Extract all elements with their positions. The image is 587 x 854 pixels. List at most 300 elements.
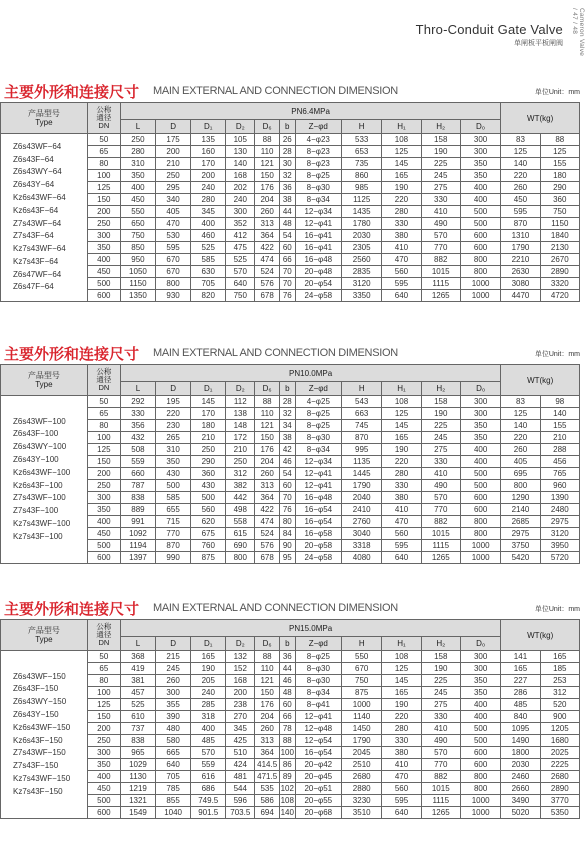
table-cell: 889 <box>120 504 155 516</box>
table-cell: 60 <box>280 242 296 254</box>
table-row <box>1 687 580 699</box>
table-cell: 1445 <box>342 468 382 480</box>
table-cell: 300 <box>460 663 500 675</box>
table-cell: 70 <box>280 492 296 504</box>
table-cell: 735 <box>342 158 382 170</box>
table-cell: 570 <box>421 230 460 242</box>
table-cell: 125 <box>382 663 421 675</box>
header-D6: D₆ <box>255 637 280 651</box>
table-cell: 295 <box>156 182 191 194</box>
table-cell: 770 <box>421 759 460 771</box>
table-cell: 1397 <box>120 552 155 564</box>
header-H1: H₁ <box>382 637 421 651</box>
type-item: Z7s43WF−64 <box>13 218 62 228</box>
type-item: Z6s43Y−150 <box>13 709 59 719</box>
table-cell: 620 <box>191 516 226 528</box>
table-cell: 787 <box>120 480 155 492</box>
table-cell: 260 <box>255 468 280 480</box>
table-cell: 210 <box>191 432 226 444</box>
table-cell: 600 <box>87 552 120 564</box>
type-item: Kz6s43F−100 <box>13 480 63 490</box>
table-cell: 1205 <box>540 723 579 735</box>
table-cell: 2130 <box>540 242 579 254</box>
table-row <box>1 134 580 146</box>
table-cell: 690 <box>226 540 255 552</box>
table-cell: 400 <box>460 194 500 206</box>
header-dn-line3: DN <box>98 638 110 647</box>
table-cell: 490 <box>421 480 460 492</box>
table-cell: 202 <box>226 182 255 194</box>
table-cell: 640 <box>382 552 421 564</box>
table-cell: 1435 <box>342 206 382 218</box>
table-cell: 32 <box>280 408 296 420</box>
table-cell: 1790 <box>342 735 382 747</box>
table-cell: 250 <box>191 444 226 456</box>
table-cell: 524 <box>255 266 280 278</box>
table-cell: 870 <box>156 540 191 552</box>
table-cell: 190 <box>421 146 460 158</box>
table-cell: 4080 <box>342 552 382 564</box>
table-cell: 3770 <box>540 795 579 807</box>
table-cell: 500 <box>156 480 191 492</box>
table-row <box>1 396 580 408</box>
table-cell: 5420 <box>501 552 540 564</box>
table-cell: 300 <box>87 230 120 242</box>
table-cell: 1840 <box>540 230 579 242</box>
table-cell: 2680 <box>342 771 382 783</box>
table-cell: 112 <box>226 396 255 408</box>
table-row <box>1 540 580 552</box>
table-cell: 80 <box>280 516 296 528</box>
table-cell: 130 <box>226 146 255 158</box>
table-cell: 76 <box>280 504 296 516</box>
table-cell: 715 <box>156 516 191 528</box>
table-cell: 350 <box>120 170 155 182</box>
table-cell: 165 <box>382 687 421 699</box>
table-cell: 225 <box>421 158 460 170</box>
table-cell: 34 <box>280 420 296 432</box>
header-D2: D₂ <box>226 637 255 651</box>
header-b: b <box>280 382 296 396</box>
table-cell: 312 <box>540 687 579 699</box>
table-cell: 280 <box>382 723 421 735</box>
table-row <box>1 711 580 723</box>
table-cell: 245 <box>421 432 460 444</box>
table-cell: 1350 <box>120 290 155 302</box>
table-cell: 2660 <box>501 783 540 795</box>
table-cell: 90 <box>280 540 296 552</box>
header-H2: H₂ <box>421 382 460 396</box>
type-item: Z6s47F−64 <box>13 282 54 292</box>
type-item: Kz6s43F−64 <box>13 205 59 215</box>
table-cell: 140 <box>226 158 255 170</box>
table-cell: 670 <box>156 266 191 278</box>
table-cell: 150 <box>255 432 280 444</box>
table-cell: 364 <box>255 492 280 504</box>
table-cell: 36 <box>280 182 296 194</box>
table-cell: 1321 <box>120 795 155 807</box>
table-cell: 380 <box>382 230 421 242</box>
table-cell: 870 <box>501 218 540 230</box>
table-cell: 2880 <box>342 783 382 795</box>
table-cell: 280 <box>382 468 421 480</box>
table-cell: 95 <box>280 552 296 564</box>
table-cell: 170 <box>191 158 226 170</box>
table-cell: 855 <box>156 795 191 807</box>
table-row <box>1 492 580 504</box>
table-cell: 200 <box>191 170 226 182</box>
table-cell: 1150 <box>540 218 579 230</box>
table-cell: 900 <box>540 711 579 723</box>
table-cell: 600 <box>460 242 500 254</box>
table-cell: 585 <box>191 254 226 266</box>
table-cell: 1000 <box>460 290 500 302</box>
table-cell: 330 <box>120 408 155 420</box>
table-cell: 770 <box>156 528 191 540</box>
table-cell: 412 <box>226 230 255 242</box>
table-cell: 640 <box>382 290 421 302</box>
type-item: Z6s43F−100 <box>13 429 59 439</box>
table-cell: 2480 <box>540 504 579 516</box>
table-cell: 350 <box>460 420 500 432</box>
table-cell: 870 <box>342 432 382 444</box>
table-cell: 800 <box>501 480 540 492</box>
table-cell: 595 <box>382 795 421 807</box>
table-cell: 288 <box>540 444 579 456</box>
table-cell: 525 <box>120 699 155 711</box>
dimension-table <box>0 102 580 302</box>
table-cell: 12−φ48 <box>295 723 342 735</box>
table-cell: 432 <box>120 432 155 444</box>
table-cell: 3120 <box>342 278 382 290</box>
table-cell: 1015 <box>421 266 460 278</box>
table-cell: 280 <box>382 206 421 218</box>
table-cell: 678 <box>255 552 280 564</box>
table-cell: 670 <box>342 663 382 675</box>
table-cell: 170 <box>191 408 226 420</box>
table-cell: 1000 <box>460 552 500 564</box>
table-cell: 424 <box>226 759 255 771</box>
table-cell: 400 <box>87 771 120 783</box>
table-cell: 350 <box>87 759 120 771</box>
table-cell: 1135 <box>342 456 382 468</box>
table-cell: 595 <box>501 206 540 218</box>
table-cell: 1050 <box>120 266 155 278</box>
table-cell: 54 <box>280 230 296 242</box>
header-D2: D₂ <box>226 120 255 134</box>
table-cell: 760 <box>191 540 226 552</box>
table-cell: 2045 <box>342 747 382 759</box>
table-cell: 456 <box>540 456 579 468</box>
table-cell: 220 <box>501 170 540 182</box>
table-row <box>1 528 580 540</box>
table-cell: 210 <box>226 444 255 456</box>
table-cell: 474 <box>255 516 280 528</box>
table-row <box>1 771 580 783</box>
table-cell: 65 <box>87 663 120 675</box>
table-cell: 745 <box>342 420 382 432</box>
table-cell: 330 <box>421 194 460 206</box>
table-cell: 225 <box>421 420 460 432</box>
table-cell: 410 <box>421 723 460 735</box>
unit-label: 单位Unit：mm <box>534 89 580 96</box>
header-dn-line2: 通径 <box>96 113 112 122</box>
table-cell: 586 <box>255 795 280 807</box>
table-row <box>1 146 580 158</box>
table-cell: 313 <box>255 218 280 230</box>
table-cell: 70 <box>280 266 296 278</box>
table-cell: 2040 <box>342 492 382 504</box>
table-row <box>1 266 580 278</box>
table-cell: 108 <box>382 134 421 146</box>
table-cell: 422 <box>255 242 280 254</box>
table-cell: 686 <box>191 783 226 795</box>
table-cell: 185 <box>540 663 579 675</box>
table-cell: 8−φ41 <box>295 699 342 711</box>
table-cell: 2975 <box>540 516 579 528</box>
table-cell: 260 <box>501 444 540 456</box>
table-cell: 98 <box>540 396 579 408</box>
header-H: H <box>342 120 382 134</box>
table-cell: 80 <box>87 420 120 432</box>
table-cell: 3350 <box>342 290 382 302</box>
table-row <box>1 747 580 759</box>
table-cell: 875 <box>191 552 226 564</box>
table-cell: 430 <box>191 480 226 492</box>
table-cell: 882 <box>421 254 460 266</box>
table-cell: 275 <box>421 444 460 456</box>
table-cell: 125 <box>540 146 579 158</box>
table-cell: 155 <box>540 420 579 432</box>
type-item: Z6s43WY−150 <box>13 697 67 707</box>
table-cell: 640 <box>382 807 421 819</box>
table-cell: 70 <box>280 278 296 290</box>
table-cell: 560 <box>191 504 226 516</box>
table-cell: 800 <box>460 266 500 278</box>
table-cell: 204 <box>255 456 280 468</box>
header-L: L <box>120 382 155 396</box>
type-list <box>1 396 88 564</box>
table-cell: 150 <box>87 456 120 468</box>
table-cell: 500 <box>460 206 500 218</box>
table-cell: 8−φ23 <box>295 158 342 170</box>
table-cell: 600 <box>460 759 500 771</box>
table-cell: 215 <box>156 651 191 663</box>
table-cell: 520 <box>540 699 579 711</box>
table-cell: 1800 <box>501 747 540 759</box>
table-cell: 560 <box>382 783 421 795</box>
table-cell: 250 <box>156 170 191 182</box>
header-D6: D₆ <box>255 382 280 396</box>
table-cell: 356 <box>120 420 155 432</box>
table-cell: 210 <box>540 432 579 444</box>
header-type-en: Type <box>35 635 53 644</box>
table-cell: 1000 <box>460 807 500 819</box>
table-cell: 12−φ34 <box>295 206 342 218</box>
table-cell: 8−φ23 <box>295 146 342 158</box>
table-cell: 425 <box>226 735 255 747</box>
table-cell: 410 <box>421 206 460 218</box>
table-cell: 330 <box>421 711 460 723</box>
page-header <box>0 0 587 60</box>
unit-label: 单位Unit：mm <box>534 606 580 613</box>
table-cell: 422 <box>255 504 280 516</box>
table-cell: 190 <box>421 663 460 675</box>
header-D0: D₀ <box>460 382 500 396</box>
table-cell: 110 <box>255 146 280 158</box>
table-cell: 88 <box>255 651 280 663</box>
table-cell: 220 <box>382 194 421 206</box>
table-cell: 430 <box>156 468 191 480</box>
table-cell: 145 <box>191 396 226 408</box>
table-cell: 352 <box>226 218 255 230</box>
table-cell: 16−φ54 <box>295 747 342 759</box>
table-cell: 364 <box>255 230 280 242</box>
table-cell: 42 <box>280 444 296 456</box>
table-cell: 121 <box>255 675 280 687</box>
table-cell: 1115 <box>421 278 460 290</box>
table-cell: 20−φ58 <box>295 540 342 552</box>
table-cell: 125 <box>87 444 120 456</box>
table-cell: 1265 <box>421 807 460 819</box>
table-cell: 245 <box>421 687 460 699</box>
table-cell: 1125 <box>342 194 382 206</box>
table-cell: 380 <box>382 747 421 759</box>
table-cell: 8−φ25 <box>295 408 342 420</box>
table-cell: 400 <box>460 456 500 468</box>
table-cell: 88 <box>255 134 280 146</box>
table-cell: 60 <box>280 699 296 711</box>
table-cell: 345 <box>191 206 226 218</box>
table-cell: 405 <box>501 456 540 468</box>
type-item: Z6s43WY−100 <box>13 442 67 452</box>
table-cell: 313 <box>255 480 280 492</box>
table-cell: 630 <box>191 266 226 278</box>
table-row <box>1 242 580 254</box>
table-cell: 600 <box>460 747 500 759</box>
table-cell: 275 <box>421 182 460 194</box>
header-dn <box>87 365 120 396</box>
table-cell: 260 <box>156 675 191 687</box>
table-cell: 2680 <box>540 771 579 783</box>
header-b: b <box>280 637 296 651</box>
table-cell: 1790 <box>342 480 382 492</box>
table-cell: 1000 <box>342 699 382 711</box>
table-cell: 737 <box>120 723 155 735</box>
table-cell: 8−φ30 <box>295 182 342 194</box>
header-H2: H₂ <box>421 637 460 651</box>
table-cell: 350 <box>460 675 500 687</box>
table-cell: 190 <box>382 699 421 711</box>
table-cell: 3950 <box>540 540 579 552</box>
table-row <box>1 699 580 711</box>
table-cell: 12−φ41 <box>295 480 342 492</box>
table-cell: 1130 <box>120 771 155 783</box>
table-cell: 330 <box>382 218 421 230</box>
section-pn100 <box>0 342 580 564</box>
table-cell: 770 <box>421 242 460 254</box>
table-cell: 600 <box>87 290 120 302</box>
table-cell: 150 <box>255 170 280 182</box>
table-cell: 2835 <box>342 266 382 278</box>
table-cell: 300 <box>156 687 191 699</box>
table-cell: 1265 <box>421 552 460 564</box>
table-cell: 105 <box>226 134 255 146</box>
table-cell: 400 <box>460 182 500 194</box>
table-cell: 2305 <box>342 242 382 254</box>
header-H: H <box>342 382 382 396</box>
table-cell: 138 <box>226 408 255 420</box>
table-cell: 20−φ51 <box>295 783 342 795</box>
table-cell: 2210 <box>501 254 540 266</box>
table-cell: 350 <box>460 432 500 444</box>
table-cell: 12−φ41 <box>295 711 342 723</box>
table-cell: 350 <box>460 687 500 699</box>
table-cell: 400 <box>191 218 226 230</box>
table-cell: 270 <box>226 711 255 723</box>
table-cell: 615 <box>226 528 255 540</box>
type-item: Kz7s43WF−64 <box>13 244 66 254</box>
table-cell: 20−φ42 <box>295 759 342 771</box>
table-cell: 1390 <box>540 492 579 504</box>
table-cell: 500 <box>191 492 226 504</box>
table-cell: 350 <box>87 242 120 254</box>
table-cell: 175 <box>156 134 191 146</box>
table-cell: 12−φ41 <box>295 468 342 480</box>
table-cell: 2670 <box>540 254 579 266</box>
table-cell: 419 <box>120 663 155 675</box>
table-cell: 930 <box>156 290 191 302</box>
table-cell: 595 <box>156 242 191 254</box>
table-cell: 121 <box>255 158 280 170</box>
table-cell: 474 <box>255 254 280 266</box>
table-cell: 300 <box>460 408 500 420</box>
table-cell: 535 <box>255 783 280 795</box>
table-cell: 1490 <box>501 735 540 747</box>
table-cell: 16−φ41 <box>295 230 342 242</box>
table-cell: 640 <box>226 278 255 290</box>
table-cell: 200 <box>87 468 120 480</box>
table-cell: 3080 <box>501 278 540 290</box>
table-cell: 585 <box>156 492 191 504</box>
table-cell: 340 <box>156 194 191 206</box>
table-cell: 16−φ41 <box>295 242 342 254</box>
table-cell: 543 <box>342 396 382 408</box>
table-cell: 83 <box>501 396 540 408</box>
table-cell: 600 <box>460 230 500 242</box>
table-cell: 158 <box>421 651 460 663</box>
table-cell: 2225 <box>540 759 579 771</box>
table-cell: 16−φ54 <box>295 504 342 516</box>
header-weight: WT(kg) <box>501 365 580 396</box>
table-cell: 2760 <box>342 516 382 528</box>
table-cell: 204 <box>255 711 280 723</box>
header-dn-line3: DN <box>98 383 110 392</box>
table-cell: 121 <box>255 420 280 432</box>
table-cell: 355 <box>156 699 191 711</box>
table-cell: 650 <box>120 218 155 230</box>
table-cell: 80 <box>87 158 120 170</box>
table-cell: 180 <box>191 420 226 432</box>
table-cell: 570 <box>421 492 460 504</box>
table-row <box>1 408 580 420</box>
header-D1: D₁ <box>191 637 226 651</box>
table-row <box>1 783 580 795</box>
table-cell: 800 <box>460 528 500 540</box>
table-cell: 285 <box>191 699 226 711</box>
table-cell: 65 <box>87 146 120 158</box>
table-cell: 508 <box>120 444 155 456</box>
